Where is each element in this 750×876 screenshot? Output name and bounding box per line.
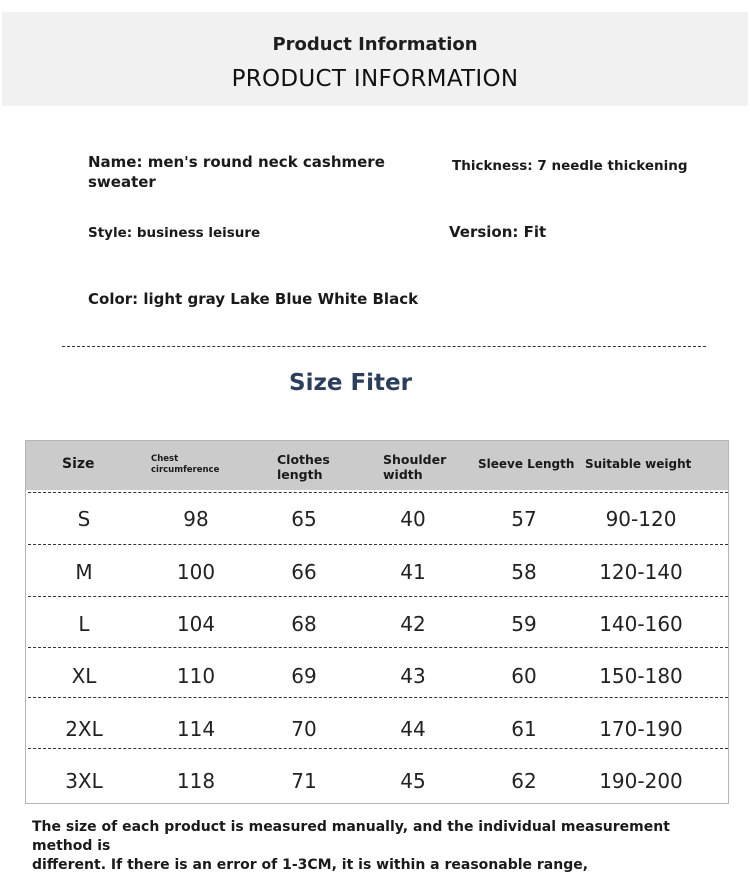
cell-chest: 118 xyxy=(176,769,216,793)
measurement-note-line1: The size of each product is measured manually, and the individual measurement method is xyxy=(32,819,670,854)
info-name xyxy=(88,152,385,192)
header-chest xyxy=(151,454,219,476)
measurement-note-line2: different. If there is an error of 1-3CM, it is within a reasonable range, xyxy=(32,857,589,873)
cell-sleeve: 61 xyxy=(511,717,537,741)
cell-clothes-length: 69 xyxy=(291,664,317,688)
cell-clothes-length: 71 xyxy=(291,769,317,793)
info-name-line2: sweater xyxy=(88,173,156,191)
cell-shoulder: 40 xyxy=(400,507,426,531)
cell-weight: 120-140 xyxy=(599,560,683,584)
table-header xyxy=(26,441,728,490)
cell-size: XL xyxy=(71,664,97,688)
cell-sleeve: 62 xyxy=(511,769,537,793)
cell-chest: 100 xyxy=(176,560,216,584)
cell-weight: 90-120 xyxy=(605,507,677,531)
cell-weight: 150-180 xyxy=(599,664,683,688)
cell-weight: 140-160 xyxy=(599,612,683,636)
cell-weight: 190-200 xyxy=(599,769,683,793)
cell-size: 3XL xyxy=(65,769,103,793)
header-title: PRODUCT INFORMATION xyxy=(231,66,519,92)
cell-sleeve: 59 xyxy=(511,612,537,636)
cell-sleeve: 58 xyxy=(511,560,537,584)
header-shoulder-line1: Shoulder xyxy=(383,452,447,467)
cell-chest: 104 xyxy=(176,612,216,636)
cell-sleeve: 57 xyxy=(511,507,537,531)
info-style: Style: business leisure xyxy=(88,225,261,241)
header-shoulder-line2: width xyxy=(383,467,423,482)
header-clothes-length xyxy=(277,452,330,482)
header-suitable-weight: Suitable weight xyxy=(585,457,692,471)
info-color: Color: light gray Lake Blue White Black xyxy=(88,290,419,308)
header-band xyxy=(2,12,748,106)
size-section-title: Size Fiter xyxy=(289,370,412,396)
cell-size: L xyxy=(78,612,90,636)
cell-chest: 110 xyxy=(176,664,216,688)
header-size: Size xyxy=(62,456,95,472)
info-version: Version: Fit xyxy=(449,223,547,241)
cell-chest: 98 xyxy=(183,507,209,531)
cell-size: 2XL xyxy=(65,717,103,741)
cell-clothes-length: 70 xyxy=(291,717,317,741)
header-subtitle: Product Information xyxy=(272,34,478,55)
cell-sleeve: 60 xyxy=(511,664,537,688)
row-separator xyxy=(28,697,728,698)
cell-shoulder: 41 xyxy=(400,560,426,584)
table-row xyxy=(26,493,728,546)
header-chest-line2: circumference xyxy=(151,465,220,475)
row-separator xyxy=(28,596,728,597)
row-separator xyxy=(28,544,728,545)
cell-chest: 114 xyxy=(176,717,216,741)
measurement-note xyxy=(32,818,722,875)
header-sleeve-length: Sleeve Length xyxy=(478,457,575,471)
header-chest-line1: Chest xyxy=(151,454,179,464)
cell-size: M xyxy=(75,560,93,584)
cell-clothes-length: 66 xyxy=(291,560,317,584)
info-thickness: Thickness: 7 needle thickening xyxy=(452,158,688,174)
table-row xyxy=(26,546,728,599)
cell-clothes-length: 65 xyxy=(291,507,317,531)
cell-shoulder: 45 xyxy=(400,769,426,793)
cell-weight: 170-190 xyxy=(599,717,683,741)
header-clothes-line2: length xyxy=(277,467,323,482)
cell-shoulder: 42 xyxy=(400,612,426,636)
info-name-line1: Name: men's round neck cashmere xyxy=(88,153,385,171)
size-table xyxy=(25,440,729,804)
cell-shoulder: 44 xyxy=(400,717,426,741)
cell-size: S xyxy=(77,507,91,531)
cell-shoulder: 43 xyxy=(400,664,426,688)
section-divider xyxy=(62,346,706,347)
cell-clothes-length: 68 xyxy=(291,612,317,636)
table-row xyxy=(26,755,728,808)
row-separator xyxy=(28,647,728,648)
table-row xyxy=(26,598,728,651)
table-row xyxy=(26,650,728,703)
header-shoulder-width xyxy=(383,452,446,482)
header-clothes-line1: Clothes xyxy=(277,452,330,467)
row-separator xyxy=(28,748,728,749)
